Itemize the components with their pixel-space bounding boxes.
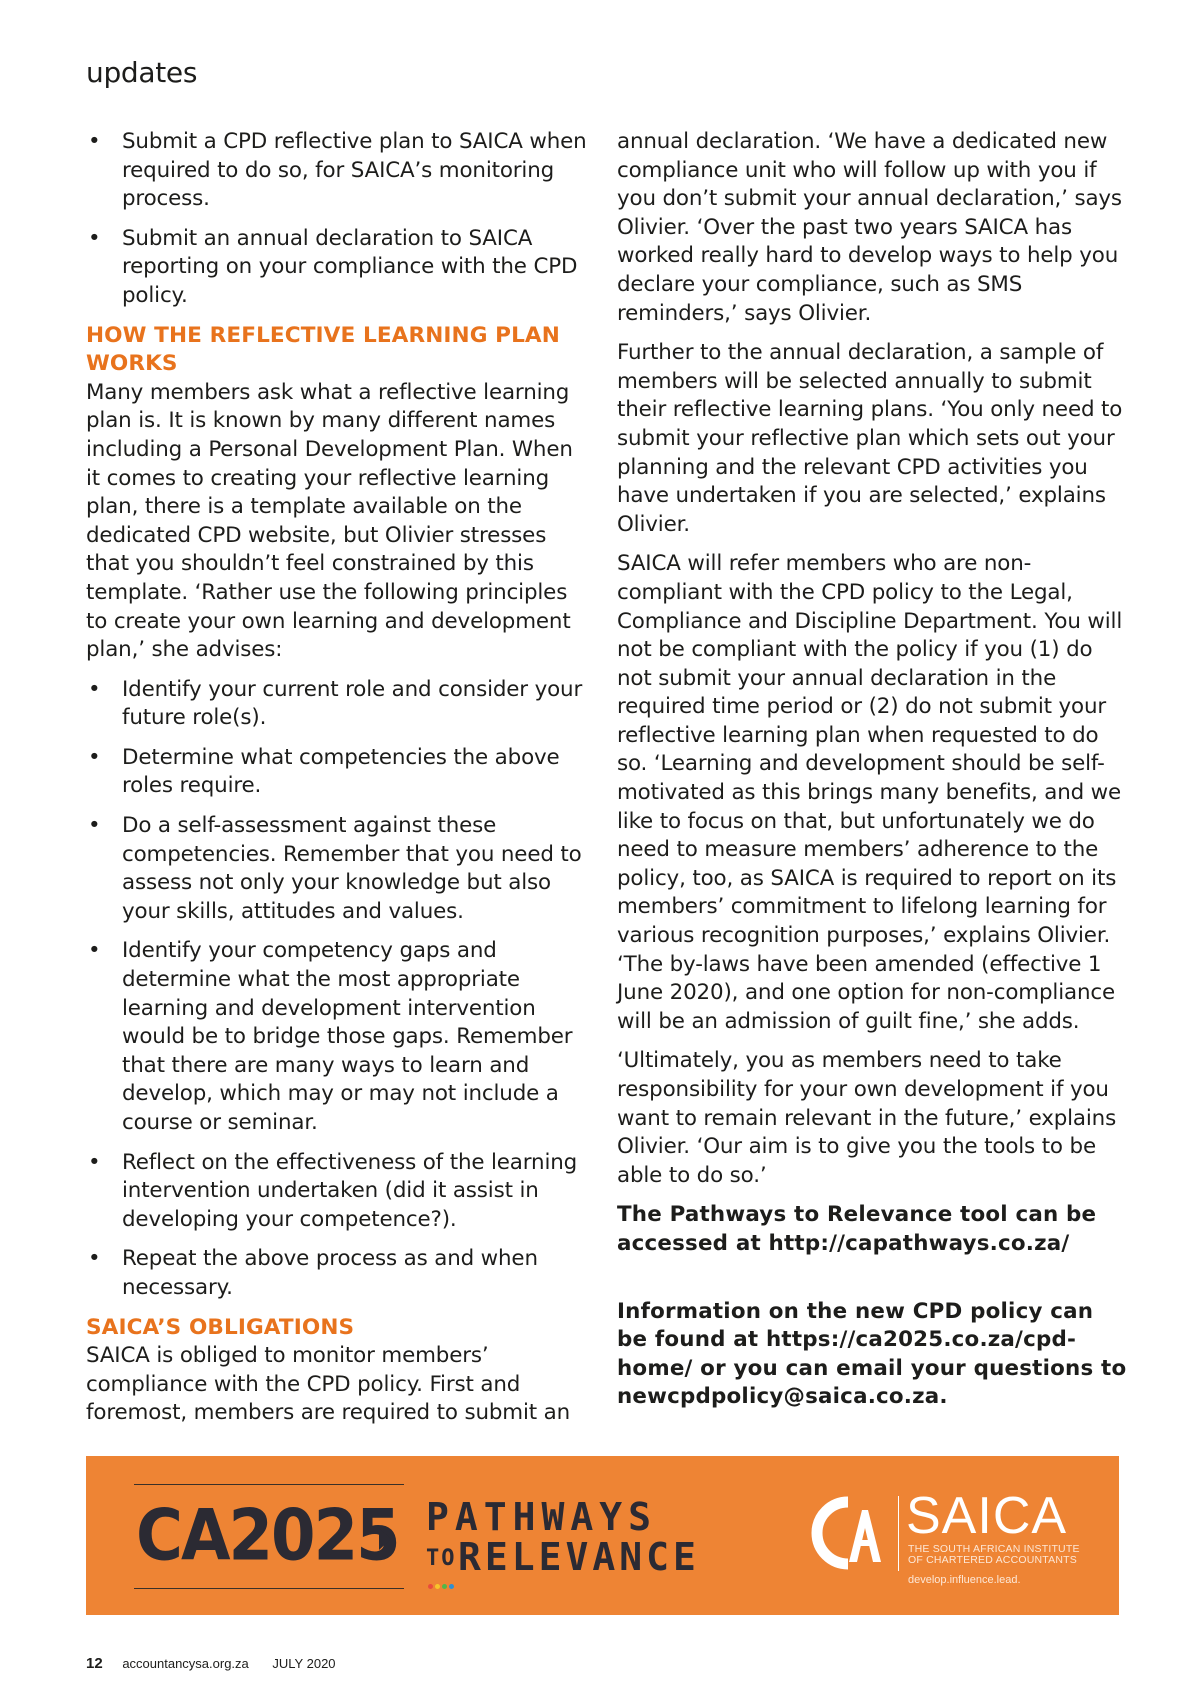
arrow-right-icon (379, 1528, 391, 1550)
paragraph: Many members ask what a reflective learning plan is. It is known by many different names including a Personal Development Plan. When it comes to creating your reflective learning plan, there is a template available on the dedicated CPD website, but Olivier stresses that you shouldn’t feel constrained by this template. ‘Rather use the following principles to create your own learning and development plan,’ she advises: (86, 379, 573, 663)
list-item: • Submit an annual declaration to SAICA reporting on your compliance with the CPD policy. (88, 225, 578, 308)
paragraph: ‘Ultimately, you as members need to take responsibility for your own development if you want to remain relevant in the future,’ explains Olivier. ‘Our aim is to give you the tools to be able to do so.’ (617, 1048, 1117, 1188)
paragraph: SAICA is obliged to monitor members’ compliance with the CPD policy. First and foremost, members are required to submit an (86, 1343, 571, 1426)
list-item: • Identify your current role and consider your future role(s). (88, 676, 583, 731)
bullet-list (86, 128, 591, 311)
list-item: • Identify your competency gaps and determine what the most appropriate learning and development intervention would be to bridge those gaps. Remember that there are many ways to learn and develop, which may or may not include a course or seminar. (88, 938, 573, 1135)
saica-subtitle: THE SOUTH AFRICAN INSTITUTE OF CHARTERED ACCOUNTANTS (908, 1543, 1080, 1566)
saica-tagline: develop.influence.lead. (908, 1574, 1021, 1586)
footer-site: accountancysa.org.za (122, 1656, 249, 1671)
footer-issue: JULY 2020 (272, 1656, 336, 1671)
list-item: • Do a self-assessment against these competencies. Remember that you need to assess not only your knowledge but also your skills, attitudes and values. (88, 813, 582, 924)
ca2025-logo: CA2025 (136, 1495, 399, 1577)
pathways-banner (86, 1456, 1119, 1615)
list-item: • Reflect on the effectiveness of the learning intervention undertaken (did it assist in developing your competence?). (88, 1149, 578, 1232)
saica-ca-mark-icon (804, 1494, 890, 1572)
pathways-title: PATHWAYS (426, 1495, 658, 1539)
page-footer (86, 1655, 336, 1672)
paragraph: annual declaration. ‘We have a dedicated new compliance unit who will follow up with you if you don’t submit your annual declaration,’ says Olivier. ‘Over the past two years SAICA has worked really hard to develop ways to help you declare your compliance, such as SMS reminders,’ says Olivier. (617, 129, 1122, 326)
right-column (617, 128, 1127, 1423)
paragraph: Further to the annual declaration, a sample of members will be selected annually to submit their reflective learning plans. ‘You only need to submit your reflective plan which sets out your planning and the relevant CPD activities you have undertaken if you are selected,’ explains Olivier. (617, 340, 1123, 537)
section-tag: updates (86, 56, 198, 89)
page-number: 12 (86, 1655, 103, 1672)
tool-link-note: The Pathways to Relevance tool can be accessed at http://capathways.co.za/ (617, 1202, 1097, 1256)
policy-info-note: Information on the new CPD policy can be found at https://ca2025.co.za/cpd-home/ or you can email your questions to newcpdpolicy@saica.co.za. (617, 1298, 1127, 1410)
color-dots (428, 1574, 456, 1593)
section-heading: HOW THE REFLECTIVE LEARNING PLAN WORKS (86, 322, 560, 377)
pathways-to: TO (426, 1546, 457, 1571)
bullet-list (86, 676, 591, 1303)
saica-wordmark: SAICA (906, 1487, 1068, 1545)
section-heading: SAICA’S OBLIGATIONS (86, 1314, 355, 1340)
paragraph: SAICA will refer members who are non-compliant with the CPD policy to the Legal, Compliance and Discipline Department. You will not be compliant with the policy if you (1) do not submit your annual declaration in the required time period or (2) do not submit your reflective learning plan when requested to do so. ‘Learning and development should be self-motivated as this brings many benefits, and we like to focus on that, but unfortunately we do need to measure members’ adherence to the policy, too, as SAICA is required to report on its members’ commitment to lifelong learning for various recognition purposes,’ explains Olivier. ‘The by-laws have been amended (effective 1 June 2020), and one option for non-compliance will be an admission of guilt fine,’ she adds. (617, 551, 1123, 1034)
pathways-relevance: RELEVANCE (458, 1535, 700, 1579)
list-item: • Repeat the above process as and when necessary. (88, 1246, 538, 1300)
list-item: • Submit a CPD reflective plan to SAICA when required to do so, for SAICA’s monitoring process. (88, 129, 587, 212)
list-item: • Determine what competencies the above roles require. (88, 744, 560, 799)
left-column (86, 128, 591, 1439)
